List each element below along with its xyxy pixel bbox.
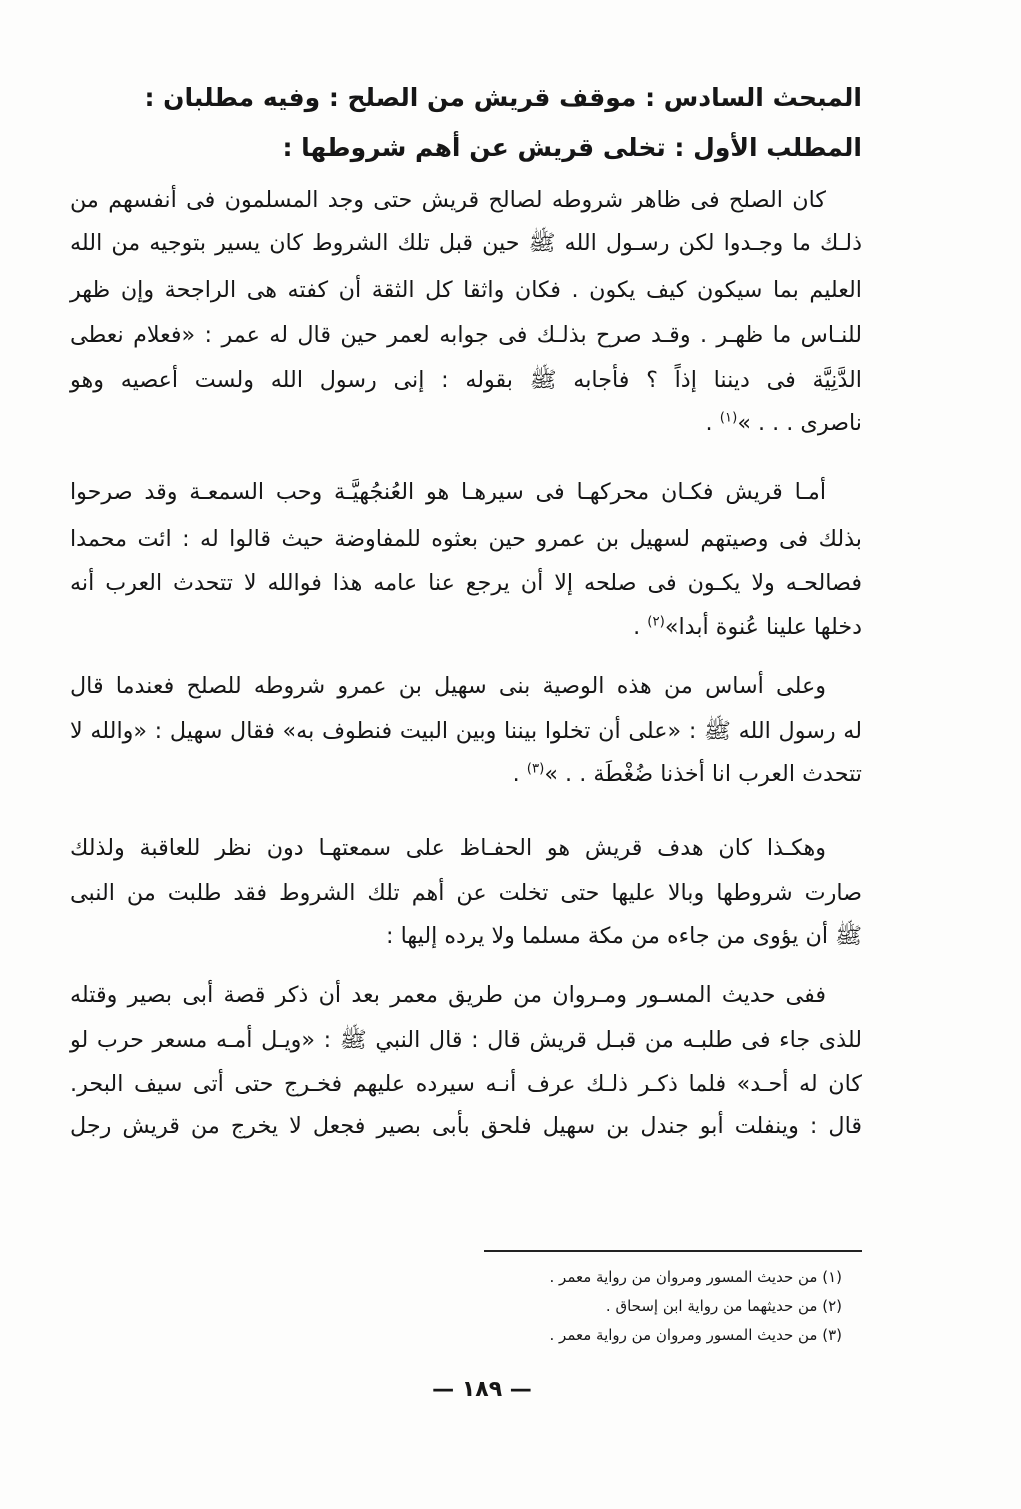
text-line: قال : وينفلت أبو جندل بن سهيل فلحق بأبى بصير فجعل لا يخرج من قريش رجل <box>70 1113 862 1139</box>
text-line-end: . <box>512 761 527 787</box>
text-line-body: تتحدث العرب انا أخذنا ضُغْطَة . . » <box>544 761 862 787</box>
text-line: وعلى أساس من هذه الوصية بنى سهيل بن عمرو شروطه للصلح فعندما قال <box>70 673 826 699</box>
text-line-end: . <box>705 410 720 436</box>
text-line: ﷺ أن يؤوى من جاءه من مكة مسلما ولا يرده إليها : <box>386 923 862 949</box>
text-line-end: . <box>633 614 648 640</box>
footnote-ref: (٢) <box>647 614 665 630</box>
text-line: بذلك فى وصيتهم لسهيل بن عمرو حين بعثوه للمفاوضة حيث قالوا له : ائت محمدا <box>70 526 862 552</box>
text-line: العليم بما سيكون كيف يكون . فكان واثقا كل الثقة أن كفته هى الراجحة وإن ظهر <box>70 277 862 303</box>
text-line: صارت شروطها وبالا عليها حتى تخلت عن أهم تلك الشروط فقد طلبت من النبى <box>70 880 862 906</box>
text-line <box>70 605 862 649</box>
text-line <box>70 401 862 445</box>
section-heading: المبحث السادس : موقف قريش من الصلح : وفيه مطلبان : <box>144 83 862 112</box>
text-line: له رسول الله ﷺ : «على أن تخلوا بيننا وبين البيت فنطوف به» فقال سهيل : «والله لا <box>70 718 862 744</box>
text-line <box>70 752 862 796</box>
text-line: كان الصلح فى ظاهر شروطه لصالح قريش حتى وجد المسلمون فى أنفسهم من <box>70 187 826 213</box>
text-line: وهكـذا كان هدف قريش هو الحفـاظ على سمعتهـا دون نظر للعاقبة ولذلك <box>70 835 826 861</box>
text-line: للنـاس ما ظهـر . وقـد صرح بذلـك فى جوابه لعمر حين قال له عمر : «فعلام نعطى <box>70 322 862 348</box>
footnote-ref: (٣) <box>526 761 545 777</box>
text-line: كان له أحـد» فلما ذكـر ذلـك عرف أنـه سيرده عليهم فخـرج حتى أتى سيف البحر. <box>70 1071 862 1097</box>
text-line-body: دخلها علينا عُنوة أبدا» <box>664 614 862 640</box>
text-line: أمـا قريش فكـان محركهـا فى سيرهـا هو العُنجُهيَّـة وحب السمعـة وقد صرحوا <box>70 479 826 505</box>
footnote-separator <box>484 1250 862 1252</box>
page-number: — ١٨٩ — <box>432 1377 532 1402</box>
text-line: ففى حديث المسـور ومـروان من طريق معمر بعد أن ذكر قصة أبى بصير وقتله <box>70 982 826 1008</box>
text-line: للذى جاء فى طلبـه من قبـل قريش قال : قال النبي ﷺ : «ويـل أمـه مسعر حرب لو <box>70 1027 862 1053</box>
text-line: الدَّنِيَّة فى ديننا إذاً ؟ فأجابه ﷺ بقوله : إنى رسول الله ولست أعصيه وهو <box>70 367 862 393</box>
text-line-body: ناصرى . . . » <box>737 410 862 436</box>
footnote: (١) من حديث المسور ومروان من رواية معمر . <box>549 1268 842 1286</box>
footnote: (٢) من حديثهما من رواية ابن إسحاق . <box>605 1297 842 1315</box>
footnote-ref: (١) <box>719 410 738 426</box>
subsection-heading: المطلب الأول : تخلى قريش عن أهم شروطها : <box>282 133 862 162</box>
text-line: ذلـك ما وجـدوا لكن رسـول الله ﷺ حين قبل تلك الشروط كان يسير بتوجيه من الله <box>70 230 862 256</box>
footnote: (٣) من حديث المسور ومروان من رواية معمر . <box>549 1326 842 1344</box>
text-line: فصالحـه ولا يكـون فى صلحه إلا أن يرجع عنا عامه هذا فوالله لا تتحدث العرب أنه <box>70 570 862 596</box>
